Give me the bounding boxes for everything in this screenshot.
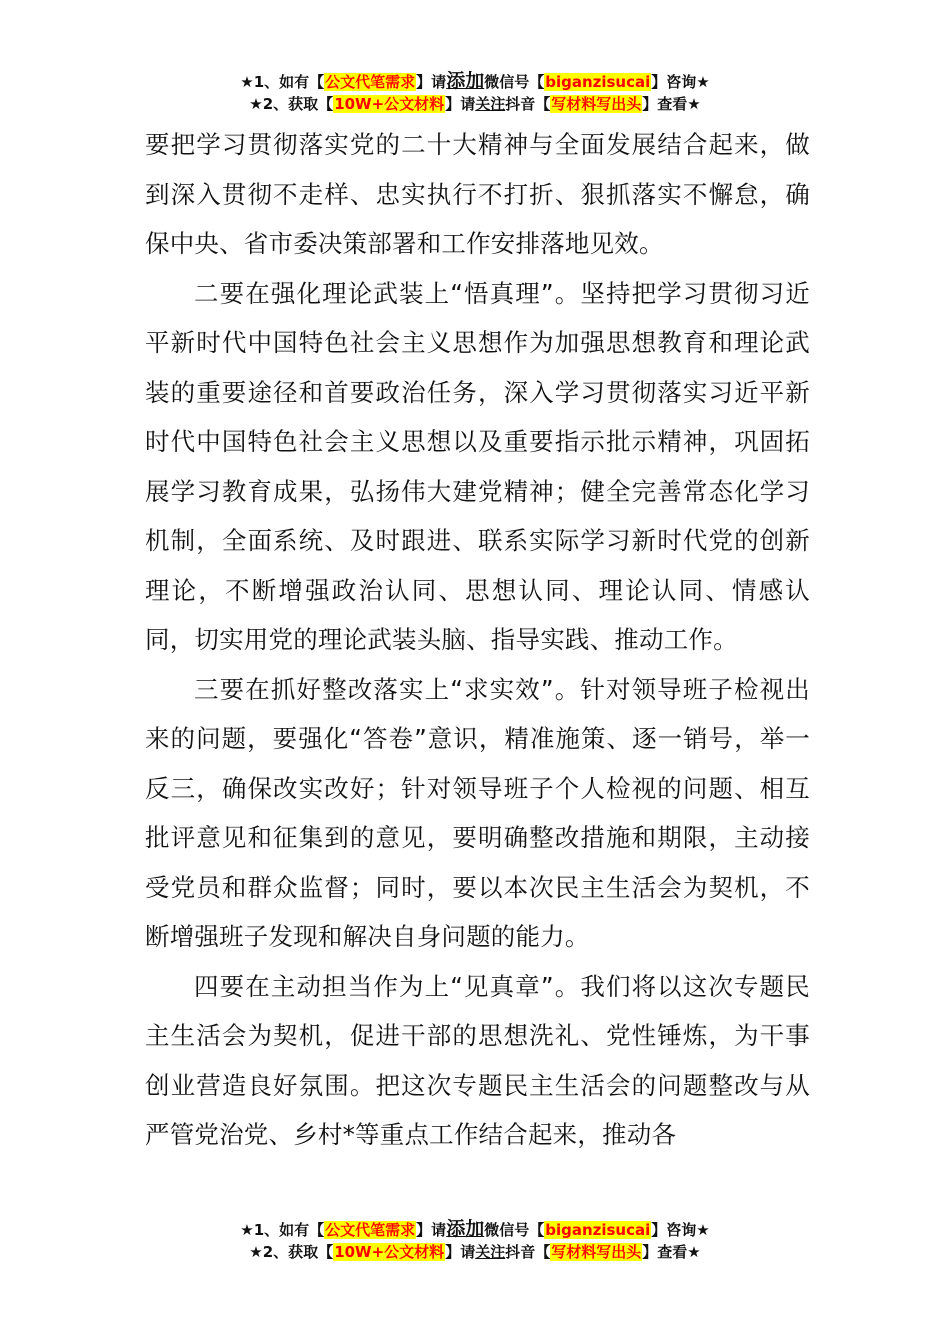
promo-text: 抖音【 xyxy=(505,1243,551,1261)
promo-line-2 xyxy=(0,1241,950,1263)
promo-text: 】请 xyxy=(445,1243,476,1261)
promo-line-2 xyxy=(0,93,950,115)
footer-promo xyxy=(0,1218,950,1263)
paragraph-2: 二要在强化理论武装上“悟真理”。坚持把学习贯彻习近平新时代中国特色社会主义思想作为加强思想教育和理论武装的重要途径和首要政治任务，深入学习贯彻落实习近平新时代中国特色社会主义思想以及重要指示批示精神，巩固拓展学习教育成果，弘扬伟大建党精神；健全完善常态化学习机制，全面系统、及时跟进、联系实际学习新时代党的创新理论，不断增强政治认同、思想认同、理论认同、情感认同，切实用党的理论武装头脑、指导实践、推动工作。 xyxy=(145,278,810,654)
promo-text: 】咨询★ xyxy=(651,73,710,91)
promo-highlight: 公文代笔需求 xyxy=(325,73,416,91)
promo-wechat-id: biganzisucai xyxy=(545,73,651,91)
header-promo xyxy=(0,70,950,115)
promo-text: ★2、获取【 xyxy=(249,1243,334,1261)
promo-emphasis: 关注 xyxy=(475,95,506,113)
promo-emphasis: 添加 xyxy=(446,70,485,92)
promo-text: ★1、如有【 xyxy=(240,1221,325,1239)
promo-highlight: 10W+公文材料 xyxy=(334,95,445,113)
promo-emphasis: 添加 xyxy=(446,1218,485,1240)
promo-highlight: 10W+公文材料 xyxy=(334,1243,445,1261)
promo-highlight: 公文代笔需求 xyxy=(325,1221,416,1239)
paragraph-3: 三要在抓好整改落实上“求实效”。针对领导班子检视出来的问题，要强化“答卷”意识，精准施策、逐一销号，举一反三，确保改实改好；针对领导班子个人检视的问题、相互批评意见和征集到的意见，要明确整改措施和期限，主动接受党员和群众监督；同时，要以本次民主生活会为契机，不断增强班子发现和解决自身问题的能力。 xyxy=(145,674,810,951)
promo-text: ★2、获取【 xyxy=(249,95,334,113)
promo-emphasis: 关注 xyxy=(475,1243,506,1261)
promo-text: 微信号【 xyxy=(484,73,545,91)
promo-text: 】咨询★ xyxy=(651,1221,710,1239)
promo-text: 抖音【 xyxy=(505,95,551,113)
paragraph-4: 四要在主动担当作为上“见真章”。我们将以这次专题民主生活会为契机，促进干部的思想洗礼、党性锤炼，为干事创业营造良好氛围。把这次专题民主生活会的问题整改与从严管党治党、乡村*等重点工作结合起来，推动各 xyxy=(145,971,810,1149)
promo-text: 】查看★ xyxy=(642,1243,701,1261)
promo-text: 】请 xyxy=(416,1221,447,1239)
promo-text: 】请 xyxy=(445,95,476,113)
promo-douyin-id: 写材料写出头 xyxy=(551,95,642,113)
paragraph-continuation: 要把学习贯彻落实党的二十大精神与全面发展结合起来，做到深入贯彻不走样、忠实执行不打折、狠抓落实不懈怠，确保中央、省市委决策部署和工作安排落地见效。 xyxy=(145,130,810,258)
promo-text: 】请 xyxy=(416,73,447,91)
promo-wechat-id: biganzisucai xyxy=(545,1221,651,1239)
document-body xyxy=(145,120,810,1160)
promo-text: 微信号【 xyxy=(484,1221,545,1239)
promo-text: 】查看★ xyxy=(642,95,701,113)
promo-text: ★1、如有【 xyxy=(240,73,325,91)
promo-line-1 xyxy=(0,1218,950,1241)
promo-line-1 xyxy=(0,70,950,93)
promo-douyin-id: 写材料写出头 xyxy=(551,1243,642,1261)
